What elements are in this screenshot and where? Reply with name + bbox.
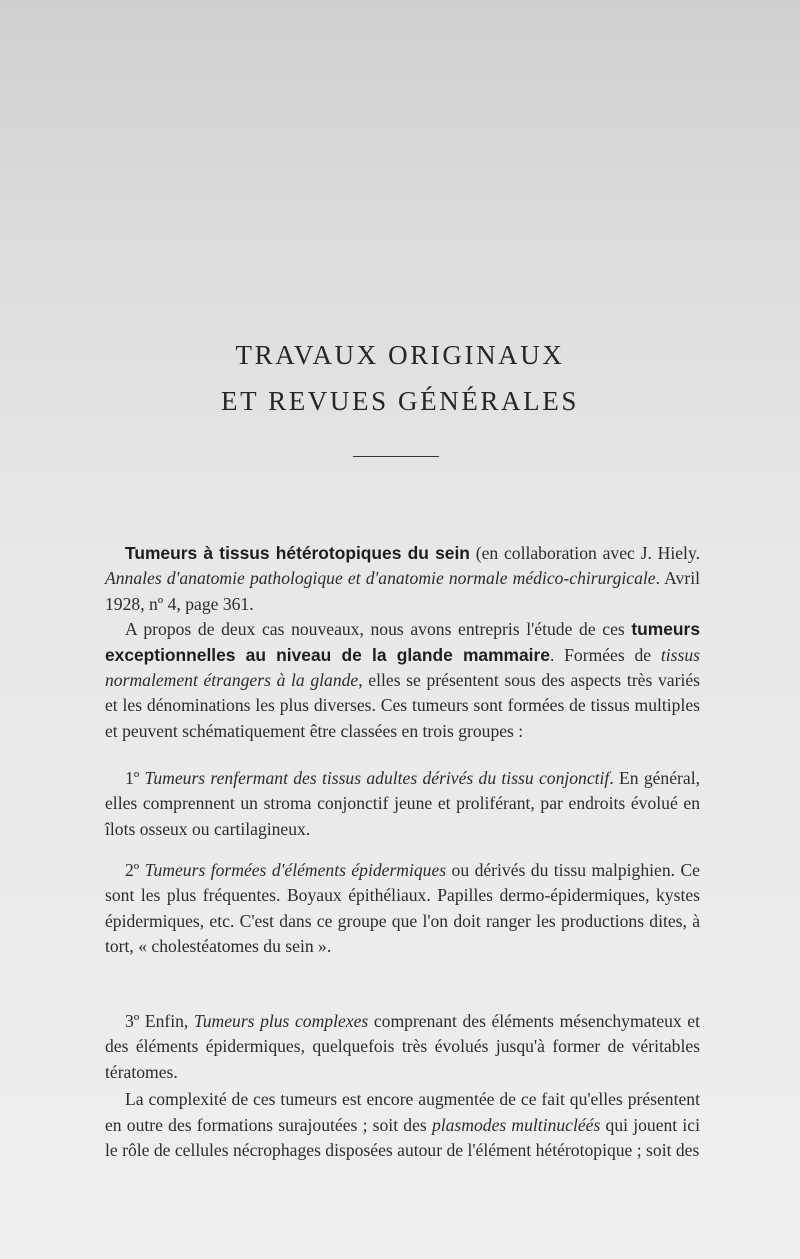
closing-paragraph	[105, 1087, 700, 1163]
article-citation-paragraph	[105, 541, 700, 617]
section-title-line-2: ET REVUES GÉNÉRALES	[221, 386, 579, 416]
intro-bold: tumeurs exceptionnelles au niveau de la glande mammaire	[105, 619, 700, 665]
article-title: Tumeurs à tissus hétérotopiques du sein	[125, 543, 470, 563]
group-1-paragraph	[105, 766, 700, 842]
group-2-text: ou dérivés du tissu malpighien. Ce sont les plus fréquentes. Boyaux épithéliaux. Papilles dermo-épidermiques, kystes épidermiques, etc. C'est dans ce groupe que l'on doit ranger les productions dites, à tort, « cholestéatomes du sein ».	[105, 860, 700, 957]
group-1-title: Tumeurs renfermant des tissus adultes dérivés du tissu conjonctif	[144, 768, 610, 788]
intro-text-a: A propos de deux cas nouveaux, nous avons entrepris l'étude de ces	[125, 619, 632, 640]
group-3-and-closing	[105, 1009, 700, 1163]
group-3-text-a: 3º Enfin,	[125, 1011, 194, 1031]
closing-italic: plasmodes multinucléés	[431, 1114, 601, 1135]
title-divider	[353, 456, 439, 457]
closing-text-b: qui jouent ici le rôle de cellules nécrophages disposées autour de l'élément hétérotopique ; soit des	[105, 1114, 700, 1161]
intro-text-c: , elles se présentent sous des aspects très variés et les dénominations les plus diverses. Ces tumeurs sont formées de tissus multiples et peuvent schématiquement être classées en trois groupes :	[105, 670, 700, 741]
article-intro	[105, 541, 700, 744]
intro-text-b: . Formées de	[549, 644, 661, 665]
group-1-number: 1º	[125, 768, 145, 788]
group-3-text-b: comprenant des éléments mésenchymateux et des éléments épidermiques, quelquefois très évolués jusqu'à former de véritables tératomes.	[105, 1011, 700, 1082]
group-2-number: 2º	[125, 860, 145, 880]
intro-italic: tissus normalement étrangers à la glande	[105, 644, 700, 691]
group-3-title: Tumeurs plus complexes	[193, 1011, 369, 1031]
group-3-paragraph	[105, 1009, 700, 1085]
closing-text-a: La complexité de ces tumeurs est encore augmentée de ce fait qu'elles présentent en outre des formations surajoutées ; soit des	[105, 1089, 700, 1135]
citation-text-b: . Avril 1928, nº 4, page 361.	[105, 568, 700, 614]
group-2-paragraph	[105, 858, 700, 960]
intro-paragraph	[105, 617, 700, 744]
group-2-title: Tumeurs formées d'éléments épidermiques	[144, 860, 447, 880]
journal-name: Annales d'anatomie pathologique et d'anatomie normale médico-chirurgicale	[105, 568, 656, 589]
section-title-line-1: TRAVAUX ORIGINAUX	[235, 340, 565, 370]
citation-text-a: (en collaboration avec J. Hiely.	[469, 543, 700, 563]
group-1-text: . En général, elles comprennent un stroma conjonctif jeune et proliférant, par endroits évolué en îlots osseux ou cartilagineux.	[105, 768, 700, 839]
